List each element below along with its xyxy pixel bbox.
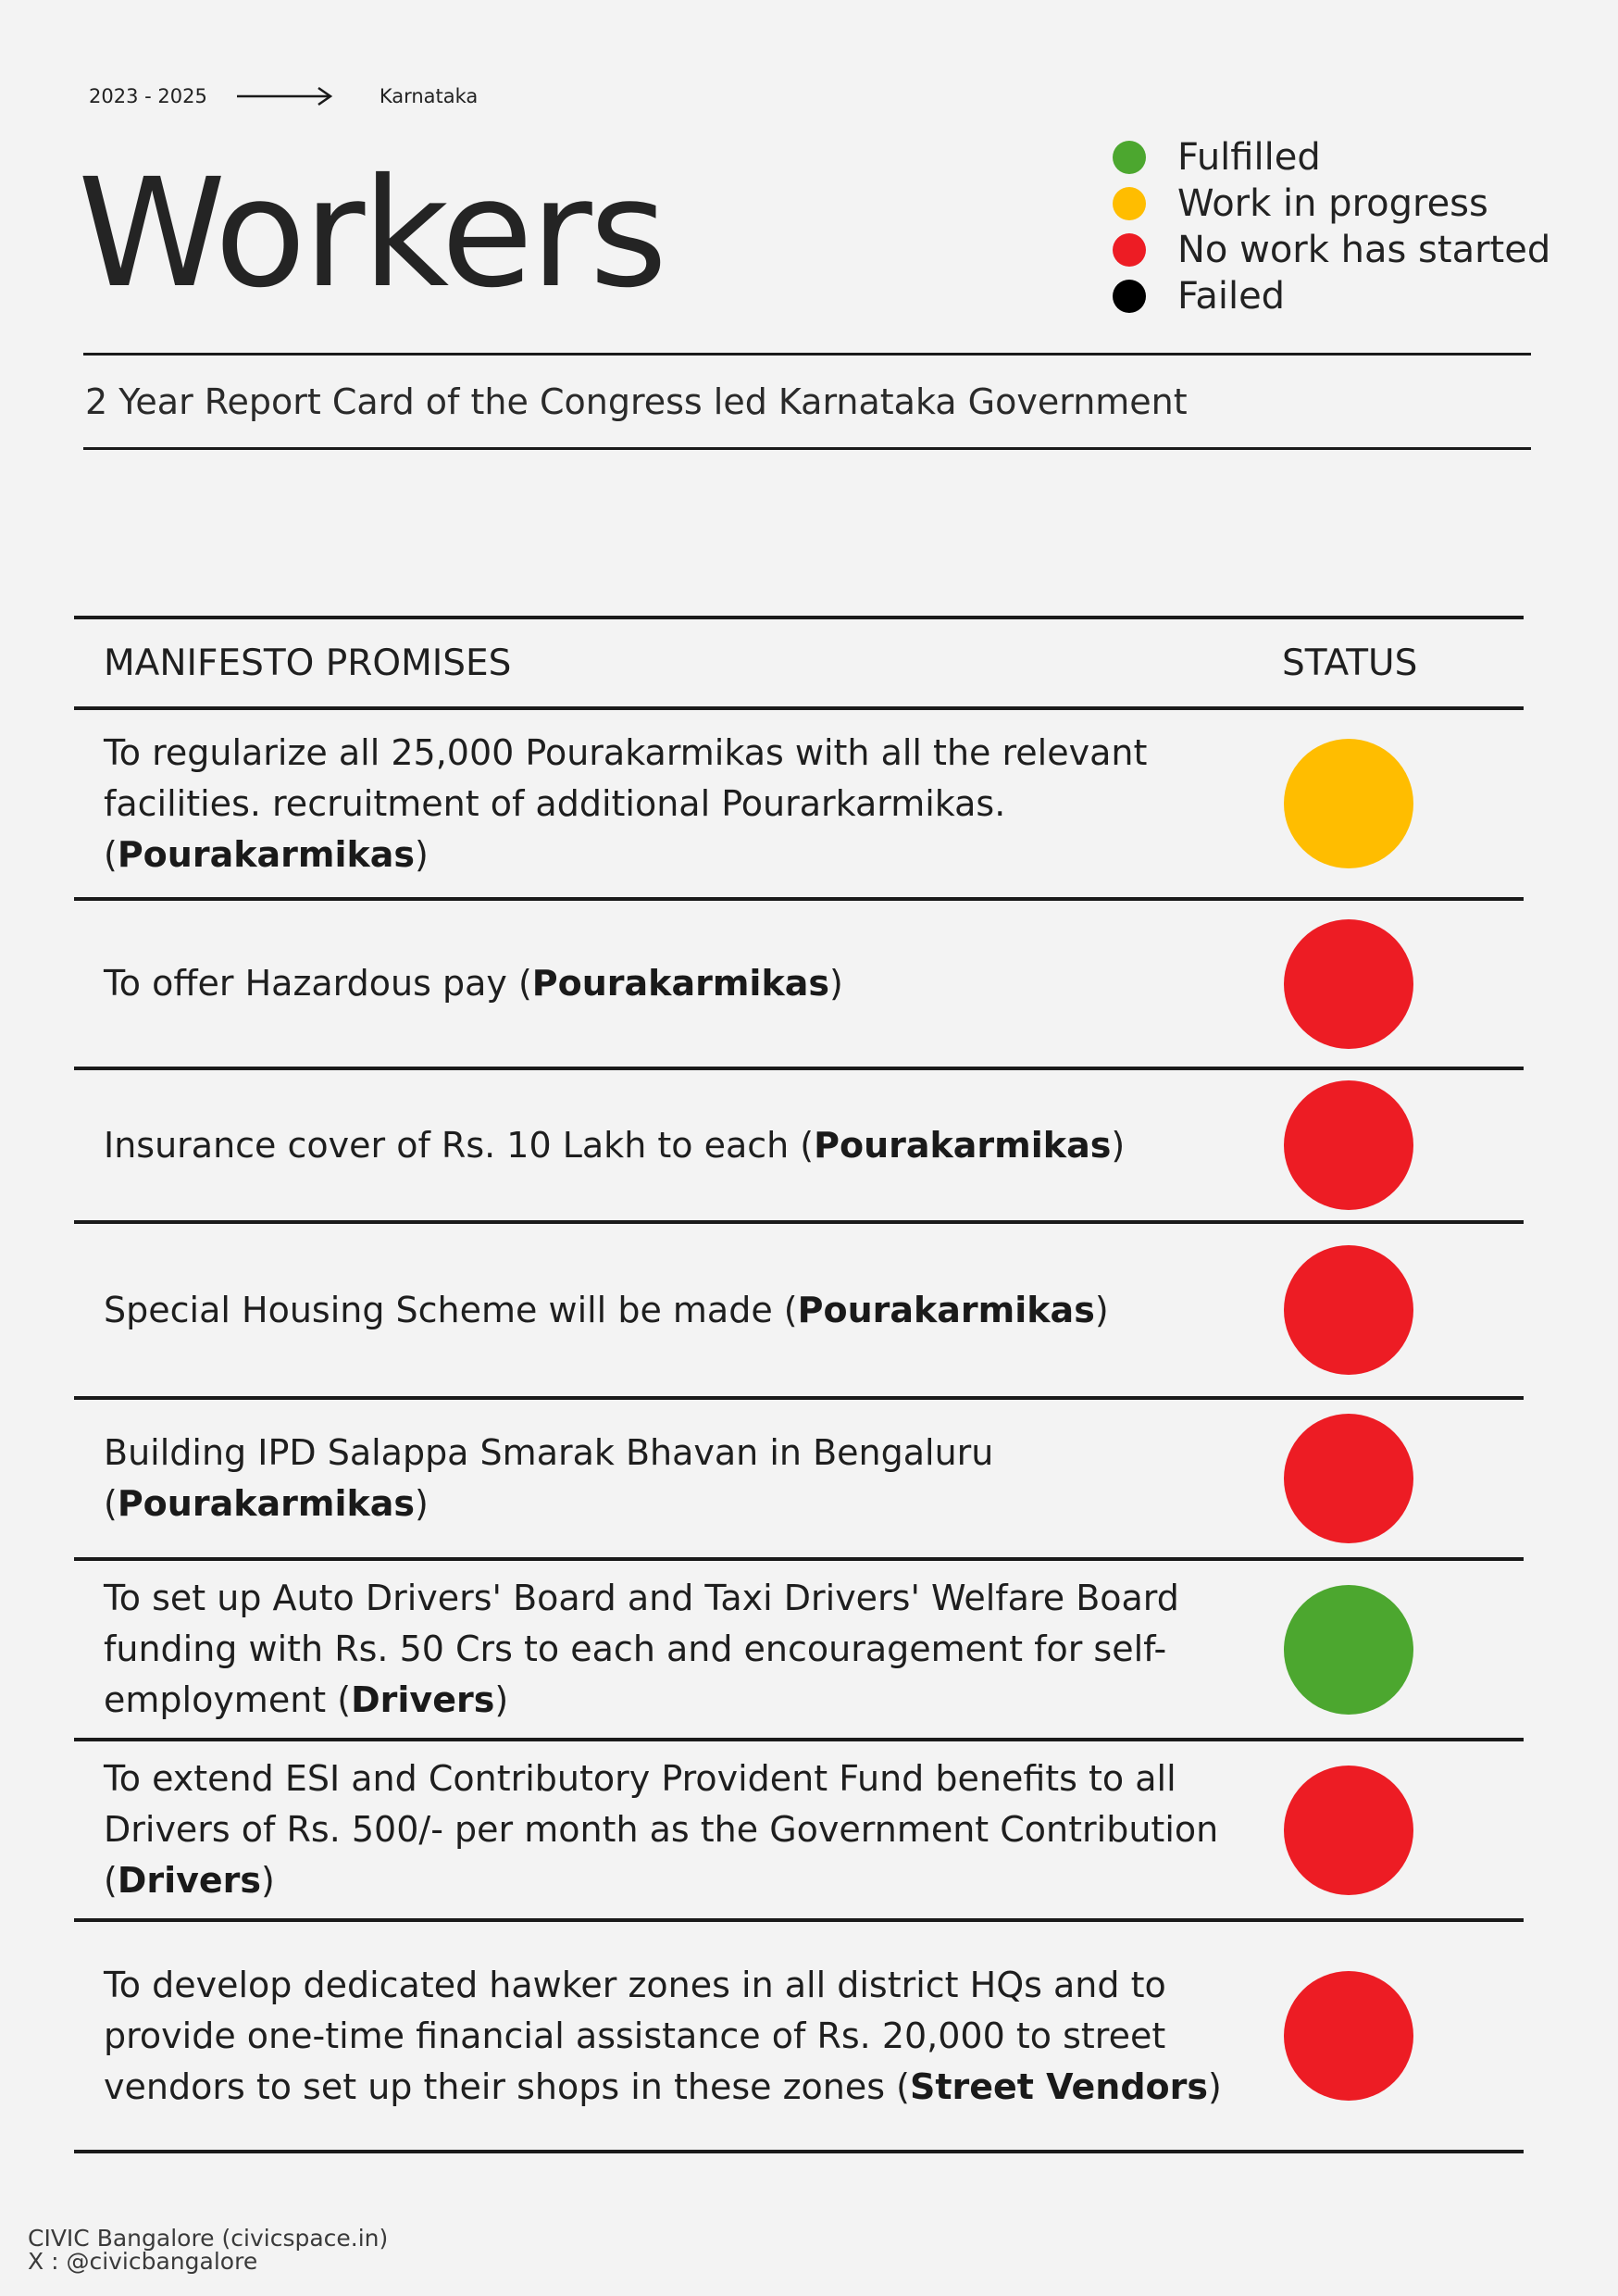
promise-text: To offer Hazardous pay (Pourakarmikas) bbox=[104, 963, 843, 1004]
legend-item-fulfilled bbox=[1113, 134, 1550, 181]
green-dot-icon bbox=[1113, 141, 1146, 174]
status-legend bbox=[1113, 134, 1550, 319]
footer-handle: X : @civicbangalore bbox=[28, 2248, 258, 2275]
table-row bbox=[74, 1070, 1524, 1224]
status-indicator-icon bbox=[1284, 919, 1413, 1049]
status-indicator-icon bbox=[1284, 1766, 1413, 1895]
yellow-dot-icon bbox=[1113, 187, 1146, 220]
legend-item-not-started bbox=[1113, 227, 1550, 273]
promise-text: Insurance cover of Rs. 10 Lakh to each (Pourakarmikas) bbox=[104, 1124, 1126, 1166]
status-indicator-icon bbox=[1284, 1585, 1413, 1715]
table-row bbox=[74, 901, 1524, 1070]
legend-label: Work in progress bbox=[1177, 182, 1488, 225]
legend-label: No work has started bbox=[1177, 229, 1551, 271]
table-row bbox=[74, 1561, 1524, 1741]
black-dot-icon bbox=[1113, 280, 1146, 313]
period-label: 2023 - 2025 bbox=[89, 85, 207, 107]
page-title: Workers bbox=[78, 147, 666, 321]
status-indicator-icon bbox=[1284, 1245, 1413, 1375]
promise-text: To extend ESI and Contributory Provident Fund benefits to all Drivers of Rs. 500/- per month as the Government Contribution (Drivers) bbox=[104, 1758, 1219, 1901]
promise-text: To regularize all 25,000 Pourakarmikas with all the relevant facilities. recruitment of additional Pourarkarmikas. (Pourakarmikas) bbox=[104, 731, 1148, 875]
arrow-right-icon bbox=[237, 87, 333, 106]
page-subtitle: 2 Year Report Card of the Congress led Karnataka Government bbox=[85, 381, 1188, 422]
footer bbox=[28, 2227, 388, 2273]
promise-text: To develop dedicated hawker zones in all district HQs and to provide one-time financial assistance of Rs. 20,000 to street vendors to set up their shops in these zones (Street Vendors) bbox=[104, 1964, 1222, 2107]
legend-item-in-progress bbox=[1113, 181, 1550, 227]
footer-org: CIVIC Bangalore (civicspace.in) bbox=[28, 2225, 389, 2252]
red-dot-icon bbox=[1113, 233, 1146, 267]
legend-item-failed bbox=[1113, 273, 1550, 319]
state-label: Karnataka bbox=[379, 85, 479, 107]
table-row bbox=[74, 1400, 1524, 1561]
divider bbox=[83, 353, 1531, 356]
promises-table bbox=[74, 616, 1524, 2153]
table-row bbox=[74, 1922, 1524, 2153]
status-indicator-icon bbox=[1284, 739, 1413, 868]
legend-label: Failed bbox=[1177, 275, 1286, 318]
table-row bbox=[74, 710, 1524, 901]
header-meta bbox=[89, 85, 478, 107]
table-row bbox=[74, 1741, 1524, 1922]
legend-label: Fulfilled bbox=[1177, 136, 1321, 179]
status-indicator-icon bbox=[1284, 1414, 1413, 1543]
column-header-status: STATUS bbox=[1282, 642, 1418, 684]
promise-text: To set up Auto Drivers' Board and Taxi Drivers' Welfare Board funding with Rs. 50 Crs to each and encouragement for self-employment (Drivers) bbox=[104, 1578, 1179, 1720]
status-indicator-icon bbox=[1284, 1971, 1413, 2101]
status-indicator-icon bbox=[1284, 1080, 1413, 1210]
promise-text: Building IPD Salappa Smarak Bhavan in Bengaluru (Pourakarmikas) bbox=[104, 1432, 994, 1524]
divider bbox=[83, 447, 1531, 450]
table-row bbox=[74, 1224, 1524, 1400]
promise-text: Special Housing Scheme will be made (Pourakarmikas) bbox=[104, 1289, 1109, 1330]
column-header-promises: MANIFESTO PROMISES bbox=[104, 642, 512, 684]
table-header bbox=[74, 616, 1524, 710]
